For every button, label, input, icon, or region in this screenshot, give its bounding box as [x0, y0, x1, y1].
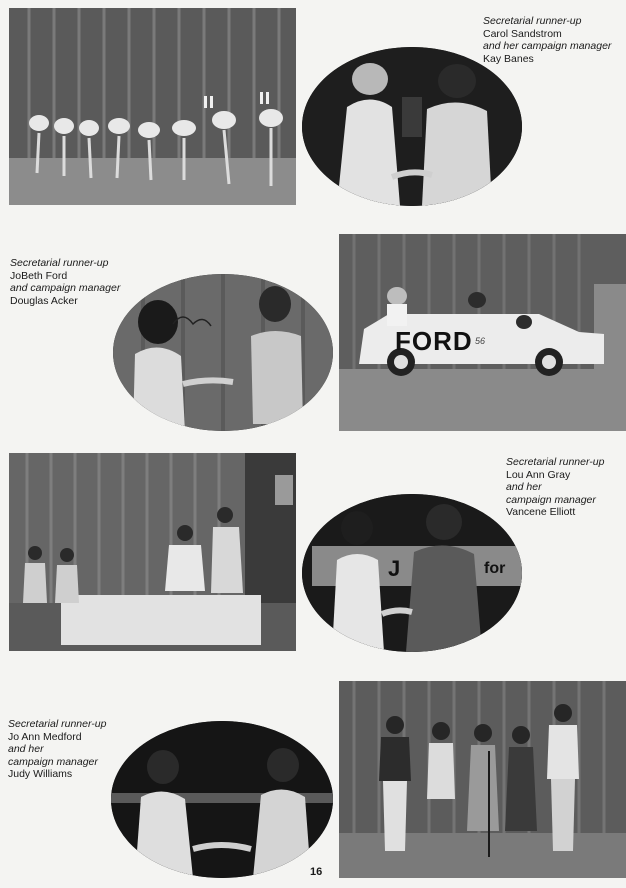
photo-ford-car [339, 234, 626, 431]
caption-manager: Kay Banes [483, 52, 534, 65]
caption-relation: and her campaign manager [483, 40, 612, 52]
car-sign-text: FORD [395, 326, 473, 356]
caption-role: Secretarial runner-up [10, 257, 109, 269]
page-number: 16 [310, 866, 323, 878]
banner-letter: J [388, 556, 401, 581]
photo-oval-jobeth-douglas [113, 274, 333, 431]
caption-manager: Vancene Elliott [506, 506, 576, 518]
caption-role: Secretarial runner-up [8, 718, 107, 730]
caption-relation: and her [8, 743, 44, 755]
caption-relation: and campaign manager [10, 282, 121, 294]
caption-name: Carol Sandstrom [483, 27, 562, 40]
caption-jobeth [10, 257, 120, 307]
caption-name: Jo Ann Medford [8, 730, 82, 743]
photo-stage-group [339, 681, 626, 878]
caption-name: JoBeth Ford [10, 269, 68, 282]
photo-oval-carol-kay [302, 47, 522, 206]
caption-relation: campaign manager [506, 493, 596, 506]
car-sign-number: 56 [475, 336, 486, 346]
caption-carol [483, 15, 611, 65]
caption-role: Secretarial runner-up [483, 15, 582, 27]
caption-name: Lou Ann Gray [506, 468, 571, 481]
caption-relation: campaign manager [8, 755, 98, 768]
photo-bed-skit [9, 453, 296, 651]
caption-louann [506, 456, 604, 519]
photo-oval-joann-judy [111, 721, 333, 878]
caption-relation: and her [506, 481, 542, 493]
caption-manager: Douglas Acker [10, 294, 78, 307]
photo-oval-louann-vancene [302, 494, 522, 652]
caption-joann [8, 718, 106, 781]
caption-role: Secretarial runner-up [506, 456, 605, 468]
banner-for: for [484, 560, 506, 577]
caption-manager: Judy Williams [8, 768, 73, 780]
photo-bunny-dancers [9, 8, 296, 205]
